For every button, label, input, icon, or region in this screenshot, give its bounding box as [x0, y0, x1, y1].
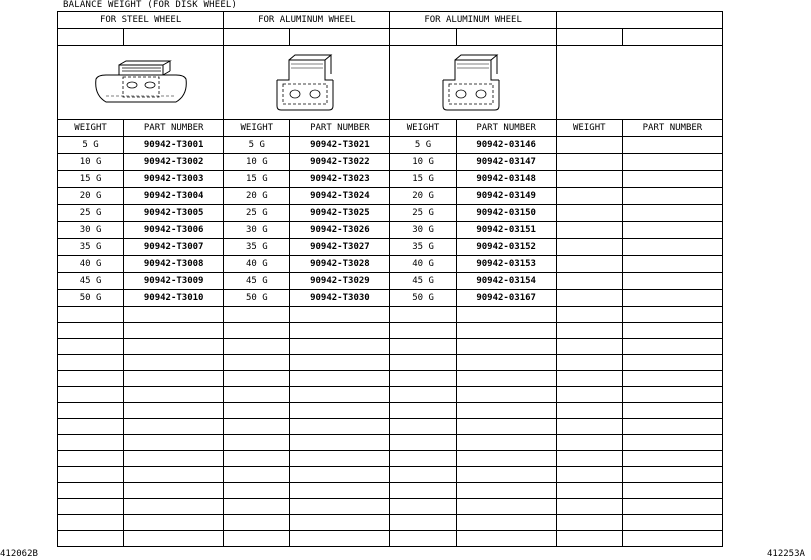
empty-cell: [58, 371, 124, 387]
weight-cell: 15 G: [58, 171, 124, 188]
empty-cell: [456, 467, 556, 483]
empty-cell: [224, 499, 290, 515]
empty-cell: [390, 387, 456, 403]
col-header-part-number: PART NUMBER: [622, 120, 722, 137]
part-number-cell: 90942-T3021: [290, 137, 390, 154]
empty-cell: [456, 355, 556, 371]
empty-cell: [622, 339, 722, 355]
table-row: [58, 171, 723, 188]
group-header-blank: [556, 12, 722, 29]
empty-cell: [290, 435, 390, 451]
empty-cell: [58, 467, 124, 483]
empty-row: [58, 531, 723, 547]
empty-cell: [58, 499, 124, 515]
empty-cell: [556, 499, 622, 515]
col-header-part-number: PART NUMBER: [124, 120, 224, 137]
part-number-cell: 90942-T3003: [124, 171, 224, 188]
part-number-cell: 90942-T3025: [290, 205, 390, 222]
weight-cell: 10 G: [224, 154, 290, 171]
empty-row: [58, 307, 723, 323]
empty-cell: [622, 256, 722, 273]
empty-cell: [58, 531, 124, 547]
empty-cell: [124, 323, 224, 339]
empty-cell: [556, 205, 622, 222]
empty-cell: [290, 451, 390, 467]
table-row: [58, 256, 723, 273]
empty-cell: [124, 531, 224, 547]
weight-cell: 5 G: [224, 137, 290, 154]
balance-weight-table: [57, 11, 723, 547]
empty-cell: [124, 355, 224, 371]
empty-cell: [456, 403, 556, 419]
part-number-cell: 90942-T3027: [290, 239, 390, 256]
part-number-cell: 90942-T3030: [290, 290, 390, 307]
empty-illustration-cell: [556, 46, 722, 120]
aluminum-wheel-weight-illustration-1: [267, 52, 347, 114]
table-row: [58, 222, 723, 239]
empty-row: [58, 355, 723, 371]
empty-cell: [456, 419, 556, 435]
empty-cell: [224, 467, 290, 483]
aluminum-weight-illustration-cell-1: [224, 46, 390, 120]
table-row: [58, 273, 723, 290]
empty-cell: [58, 355, 124, 371]
weight-cell: 20 G: [224, 188, 290, 205]
empty-cell: [224, 403, 290, 419]
part-number-cell: 90942-T3009: [124, 273, 224, 290]
empty-cell: [390, 451, 456, 467]
empty-cell: [556, 435, 622, 451]
empty-cell: [622, 531, 722, 547]
empty-cell: [556, 355, 622, 371]
empty-cell: [622, 467, 722, 483]
part-number-cell: 90942-T3024: [290, 188, 390, 205]
col-header-weight: WEIGHT: [224, 120, 290, 137]
empty-cell: [290, 467, 390, 483]
part-number-cell: 90942-T3023: [290, 171, 390, 188]
weight-cell: 45 G: [58, 273, 124, 290]
empty-cell: [390, 339, 456, 355]
part-number-cell: 90942-03151: [456, 222, 556, 239]
weight-cell: 20 G: [390, 188, 456, 205]
empty-cell: [124, 339, 224, 355]
empty-cell: [290, 483, 390, 499]
empty-cell: [124, 435, 224, 451]
empty-cell: [390, 403, 456, 419]
empty-cell: [290, 307, 390, 323]
col-header-weight: WEIGHT: [390, 120, 456, 137]
empty-cell: [58, 403, 124, 419]
empty-cell: [622, 387, 722, 403]
empty-cell: [556, 239, 622, 256]
empty-cell: [58, 483, 124, 499]
col-header-part-number: PART NUMBER: [456, 120, 556, 137]
blank-cell: [290, 29, 390, 46]
weight-cell: 25 G: [58, 205, 124, 222]
empty-cell: [556, 290, 622, 307]
empty-row: [58, 499, 723, 515]
empty-cell: [124, 419, 224, 435]
empty-cell: [556, 171, 622, 188]
empty-row: [58, 483, 723, 499]
empty-row: [58, 419, 723, 435]
empty-row: [58, 339, 723, 355]
empty-cell: [58, 435, 124, 451]
empty-cell: [456, 499, 556, 515]
weight-cell: 25 G: [224, 205, 290, 222]
weight-cell: 35 G: [224, 239, 290, 256]
empty-cell: [622, 435, 722, 451]
table-row: [58, 154, 723, 171]
empty-cell: [456, 339, 556, 355]
empty-row: [58, 451, 723, 467]
empty-cell: [556, 323, 622, 339]
empty-cell: [224, 419, 290, 435]
weight-cell: 30 G: [58, 222, 124, 239]
figure-code-right: 412253A: [767, 549, 805, 559]
empty-cell: [224, 355, 290, 371]
empty-cell: [124, 451, 224, 467]
empty-cell: [622, 499, 722, 515]
empty-cell: [124, 387, 224, 403]
empty-cell: [456, 307, 556, 323]
empty-cell: [556, 451, 622, 467]
empty-cell: [622, 419, 722, 435]
empty-cell: [124, 307, 224, 323]
column-header-row: [58, 120, 723, 137]
table-row: [58, 290, 723, 307]
empty-cell: [124, 467, 224, 483]
empty-cell: [124, 483, 224, 499]
part-number-cell: 90942-03154: [456, 273, 556, 290]
empty-cell: [556, 137, 622, 154]
empty-cell: [556, 307, 622, 323]
empty-cell: [556, 188, 622, 205]
empty-cell: [622, 137, 722, 154]
part-number-cell: 90942-T3008: [124, 256, 224, 273]
weight-cell: 20 G: [58, 188, 124, 205]
empty-cell: [622, 171, 722, 188]
weight-cell: 50 G: [224, 290, 290, 307]
empty-cell: [224, 515, 290, 531]
empty-row: [58, 515, 723, 531]
weight-cell: 10 G: [58, 154, 124, 171]
blank-cell: [124, 29, 224, 46]
empty-cell: [556, 483, 622, 499]
empty-cell: [290, 515, 390, 531]
empty-cell: [58, 323, 124, 339]
empty-cell: [622, 451, 722, 467]
empty-cell: [390, 467, 456, 483]
part-number-cell: 90942-T3022: [290, 154, 390, 171]
empty-cell: [556, 419, 622, 435]
empty-cell: [622, 290, 722, 307]
empty-cell: [622, 273, 722, 290]
weight-cell: 15 G: [224, 171, 290, 188]
empty-cell: [224, 371, 290, 387]
group-header-row: [58, 12, 723, 29]
empty-cell: [58, 419, 124, 435]
empty-cell: [224, 451, 290, 467]
weight-cell: 40 G: [224, 256, 290, 273]
empty-cell: [456, 387, 556, 403]
weight-cell: 40 G: [58, 256, 124, 273]
empty-cell: [622, 371, 722, 387]
empty-cell: [290, 387, 390, 403]
group-header-aluminum-1: FOR ALUMINUM WHEEL: [224, 12, 390, 29]
part-number-cell: 90942-T3028: [290, 256, 390, 273]
empty-cell: [390, 531, 456, 547]
weight-cell: 45 G: [224, 273, 290, 290]
weight-cell: 30 G: [390, 222, 456, 239]
part-number-cell: 90942-T3010: [124, 290, 224, 307]
empty-cell: [224, 531, 290, 547]
empty-cell: [622, 239, 722, 256]
empty-cell: [622, 323, 722, 339]
empty-cell: [224, 323, 290, 339]
table-row: [58, 205, 723, 222]
table-row: [58, 188, 723, 205]
col-header-weight: WEIGHT: [58, 120, 124, 137]
part-number-cell: 90942-T3026: [290, 222, 390, 239]
weight-cell: 15 G: [390, 171, 456, 188]
weight-cell: 40 G: [390, 256, 456, 273]
weight-cell: 5 G: [390, 137, 456, 154]
empty-cell: [556, 273, 622, 290]
empty-cell: [556, 256, 622, 273]
empty-cell: [556, 154, 622, 171]
empty-cell: [390, 323, 456, 339]
weight-cell: 50 G: [390, 290, 456, 307]
empty-row: [58, 467, 723, 483]
empty-cell: [124, 371, 224, 387]
part-number-cell: 90942-T3001: [124, 137, 224, 154]
illustration-row: [58, 46, 723, 120]
weight-cell: 30 G: [224, 222, 290, 239]
table-row: [58, 137, 723, 154]
aluminum-wheel-weight-illustration-2: [433, 52, 513, 114]
empty-cell: [390, 499, 456, 515]
empty-cell: [390, 483, 456, 499]
figure-code-left: 412062B: [0, 549, 38, 559]
empty-cell: [290, 531, 390, 547]
blank-cell: [456, 29, 556, 46]
empty-cell: [456, 531, 556, 547]
col-header-part-number: PART NUMBER: [290, 120, 390, 137]
blank-cell: [224, 29, 290, 46]
part-number-cell: 90942-03152: [456, 239, 556, 256]
empty-cell: [622, 355, 722, 371]
empty-row: [58, 387, 723, 403]
empty-cell: [390, 435, 456, 451]
weight-cell: 5 G: [58, 137, 124, 154]
empty-cell: [456, 371, 556, 387]
group-header-aluminum-2: FOR ALUMINUM WHEEL: [390, 12, 556, 29]
empty-cell: [390, 419, 456, 435]
empty-cell: [290, 323, 390, 339]
table-row: [58, 239, 723, 256]
empty-cell: [622, 222, 722, 239]
steel-weight-illustration-cell: [58, 46, 224, 120]
empty-cell: [124, 499, 224, 515]
weight-cell: 45 G: [390, 273, 456, 290]
empty-cell: [556, 387, 622, 403]
part-number-cell: 90942-03150: [456, 205, 556, 222]
empty-cell: [456, 435, 556, 451]
empty-cell: [456, 323, 556, 339]
empty-cell: [556, 222, 622, 239]
part-number-cell: 90942-T3002: [124, 154, 224, 171]
empty-cell: [556, 531, 622, 547]
empty-cell: [556, 515, 622, 531]
empty-cell: [622, 188, 722, 205]
blank-cell: [390, 29, 456, 46]
part-number-cell: 90942-03148: [456, 171, 556, 188]
empty-cell: [58, 307, 124, 323]
empty-cell: [556, 467, 622, 483]
empty-cell: [58, 515, 124, 531]
empty-cell: [456, 483, 556, 499]
empty-row: [58, 323, 723, 339]
empty-cell: [622, 515, 722, 531]
empty-cell: [390, 307, 456, 323]
empty-cell: [556, 403, 622, 419]
empty-cell: [290, 419, 390, 435]
empty-cell: [622, 403, 722, 419]
empty-cell: [622, 307, 722, 323]
empty-cell: [290, 371, 390, 387]
weight-cell: 35 G: [58, 239, 124, 256]
group-header-steel: FOR STEEL WHEEL: [58, 12, 224, 29]
empty-cell: [290, 355, 390, 371]
empty-row: [58, 403, 723, 419]
aluminum-weight-illustration-cell-2: [390, 46, 556, 120]
part-number-cell: 90942-T3029: [290, 273, 390, 290]
part-number-cell: 90942-03149: [456, 188, 556, 205]
empty-row: [58, 371, 723, 387]
empty-cell: [58, 387, 124, 403]
part-number-cell: 90942-03147: [456, 154, 556, 171]
empty-cell: [290, 403, 390, 419]
empty-row: [58, 435, 723, 451]
blank-row: [58, 29, 723, 46]
empty-cell: [390, 515, 456, 531]
blank-cell: [622, 29, 722, 46]
steel-wheel-weight-illustration: [86, 55, 196, 111]
weight-cell: 10 G: [390, 154, 456, 171]
empty-cell: [390, 371, 456, 387]
empty-cell: [456, 515, 556, 531]
part-number-cell: 90942-T3006: [124, 222, 224, 239]
empty-cell: [124, 515, 224, 531]
empty-cell: [622, 154, 722, 171]
part-number-cell: 90942-T3007: [124, 239, 224, 256]
part-number-cell: 90942-03153: [456, 256, 556, 273]
empty-cell: [224, 339, 290, 355]
empty-cell: [124, 403, 224, 419]
empty-cell: [390, 355, 456, 371]
part-number-cell: 90942-03167: [456, 290, 556, 307]
blank-cell: [556, 29, 622, 46]
empty-cell: [456, 451, 556, 467]
empty-cell: [290, 339, 390, 355]
document-title: BALANCE WEIGHT (FOR DISK WHEEL): [63, 0, 238, 10]
col-header-weight: WEIGHT: [556, 120, 622, 137]
weight-cell: 25 G: [390, 205, 456, 222]
weight-cell: 50 G: [58, 290, 124, 307]
empty-cell: [58, 451, 124, 467]
empty-cell: [622, 483, 722, 499]
blank-cell: [58, 29, 124, 46]
part-number-cell: 90942-03146: [456, 137, 556, 154]
part-number-cell: 90942-T3005: [124, 205, 224, 222]
empty-cell: [224, 483, 290, 499]
empty-cell: [290, 499, 390, 515]
empty-cell: [224, 435, 290, 451]
part-number-cell: 90942-T3004: [124, 188, 224, 205]
empty-cell: [58, 339, 124, 355]
weight-cell: 35 G: [390, 239, 456, 256]
empty-cell: [224, 387, 290, 403]
empty-cell: [556, 371, 622, 387]
empty-cell: [622, 205, 722, 222]
empty-cell: [556, 339, 622, 355]
empty-cell: [224, 307, 290, 323]
